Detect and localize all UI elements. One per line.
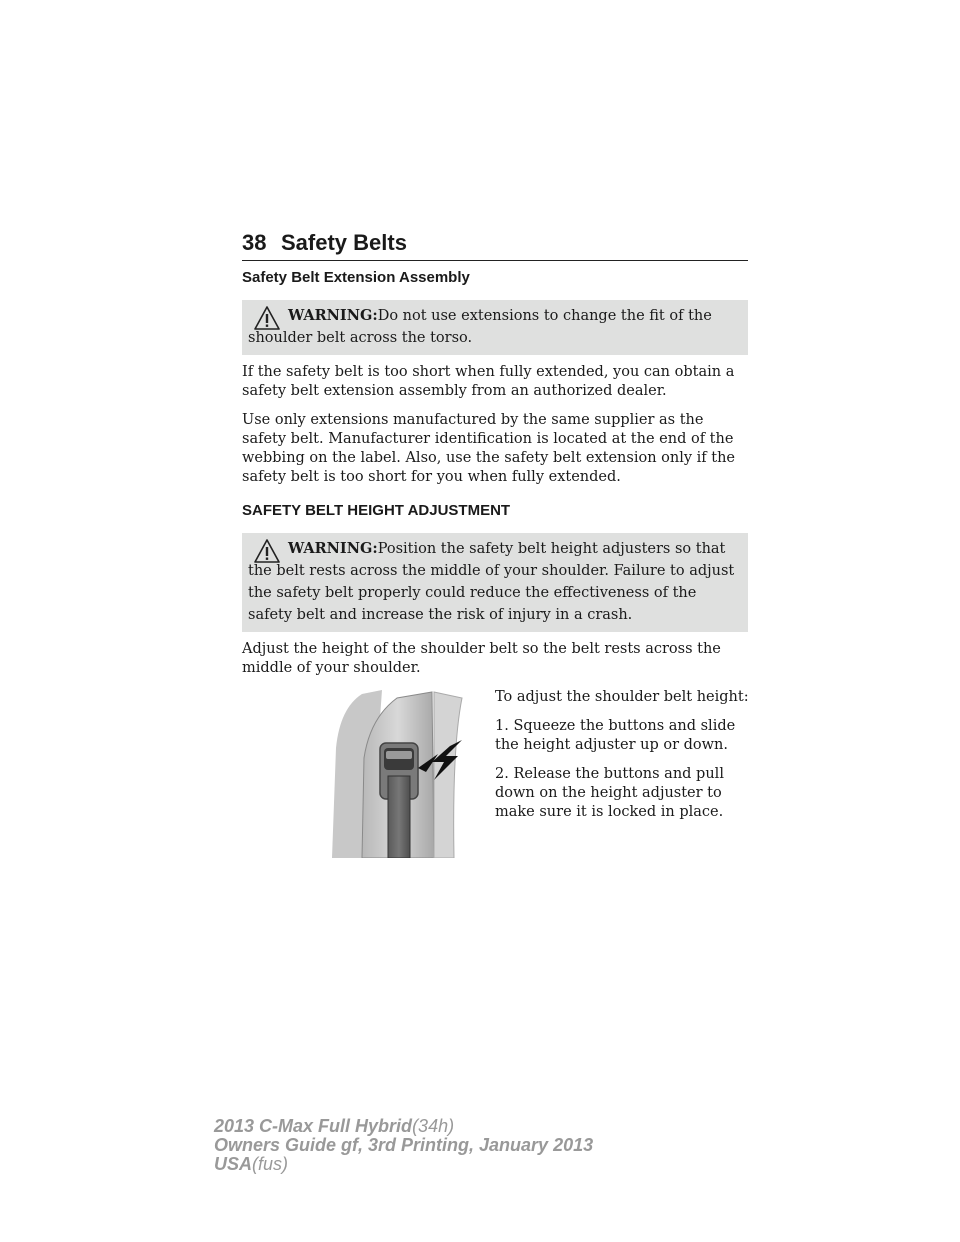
warning-text-extension — [248, 305, 742, 349]
warning-message: Do not use extensions to change the fit of the shoulder belt across the torso. — [248, 308, 712, 346]
instruction-step: 1. Squeeze the buttons and slide the height adjuster up or down. — [495, 718, 736, 753]
warning-message: Position the safety belt height adjusters so that the belt rests across the middle of your shoulder. Failure to adjust the safety belt properly could reduce the effectiveness of the safety belt and increase the risk of injury in a crash. — [248, 541, 735, 623]
paragraph: Use only extensions manufactured by the same supplier as the safety belt. Manufacturer identification is located at the end of the webbing on the label. Also, use the safety belt extension only if the safety belt is too short for you when fully extended. — [242, 412, 736, 485]
warning-box-extension — [242, 300, 748, 355]
page-number: 38 — [242, 230, 267, 255]
paragraph: Adjust the height of the shoulder belt so the belt rests across the middle of your shoulder. — [242, 641, 721, 676]
paragraph: If the safety belt is too short when fully extended, you can obtain a safety belt extension assembly from an authorized dealer. — [242, 364, 735, 399]
instruction-step: 2. Release the buttons and pull down on the height adjuster to make sure it is locked in place. — [495, 766, 724, 820]
page-footer — [214, 1117, 593, 1174]
section-heading-height-adjustment: SAFETY BELT HEIGHT ADJUSTMENT — [242, 502, 511, 519]
warning-box-height — [242, 533, 748, 632]
instruction-intro: To adjust the shoulder belt height: — [495, 689, 749, 705]
warning-triangle-icon — [254, 306, 280, 330]
warning-label: WARNING: — [288, 307, 378, 324]
warning-triangle-icon — [254, 539, 280, 563]
warning-text-height — [248, 538, 742, 626]
instructions — [495, 688, 755, 832]
footer-printing: Owners Guide gf, 3rd Printing, January 2013 — [214, 1135, 594, 1155]
footer-model: 2013 C-Max Full Hybrid — [214, 1116, 413, 1136]
page-header — [242, 226, 748, 261]
height-adjuster-illustration — [322, 688, 502, 858]
footer-line — [214, 1136, 593, 1155]
warning-label: WARNING: — [288, 540, 378, 557]
chapter-title: Safety Belts — [281, 230, 407, 255]
footer-line — [214, 1117, 593, 1136]
page-content — [242, 268, 748, 868]
footer-region-code: (fus) — [252, 1154, 289, 1174]
footer-code: (34h) — [412, 1116, 455, 1136]
footer-region: USA — [214, 1154, 253, 1174]
figure-section — [242, 688, 748, 868]
footer-line — [214, 1155, 593, 1174]
section-heading-extension: Safety Belt Extension Assembly — [242, 269, 470, 286]
